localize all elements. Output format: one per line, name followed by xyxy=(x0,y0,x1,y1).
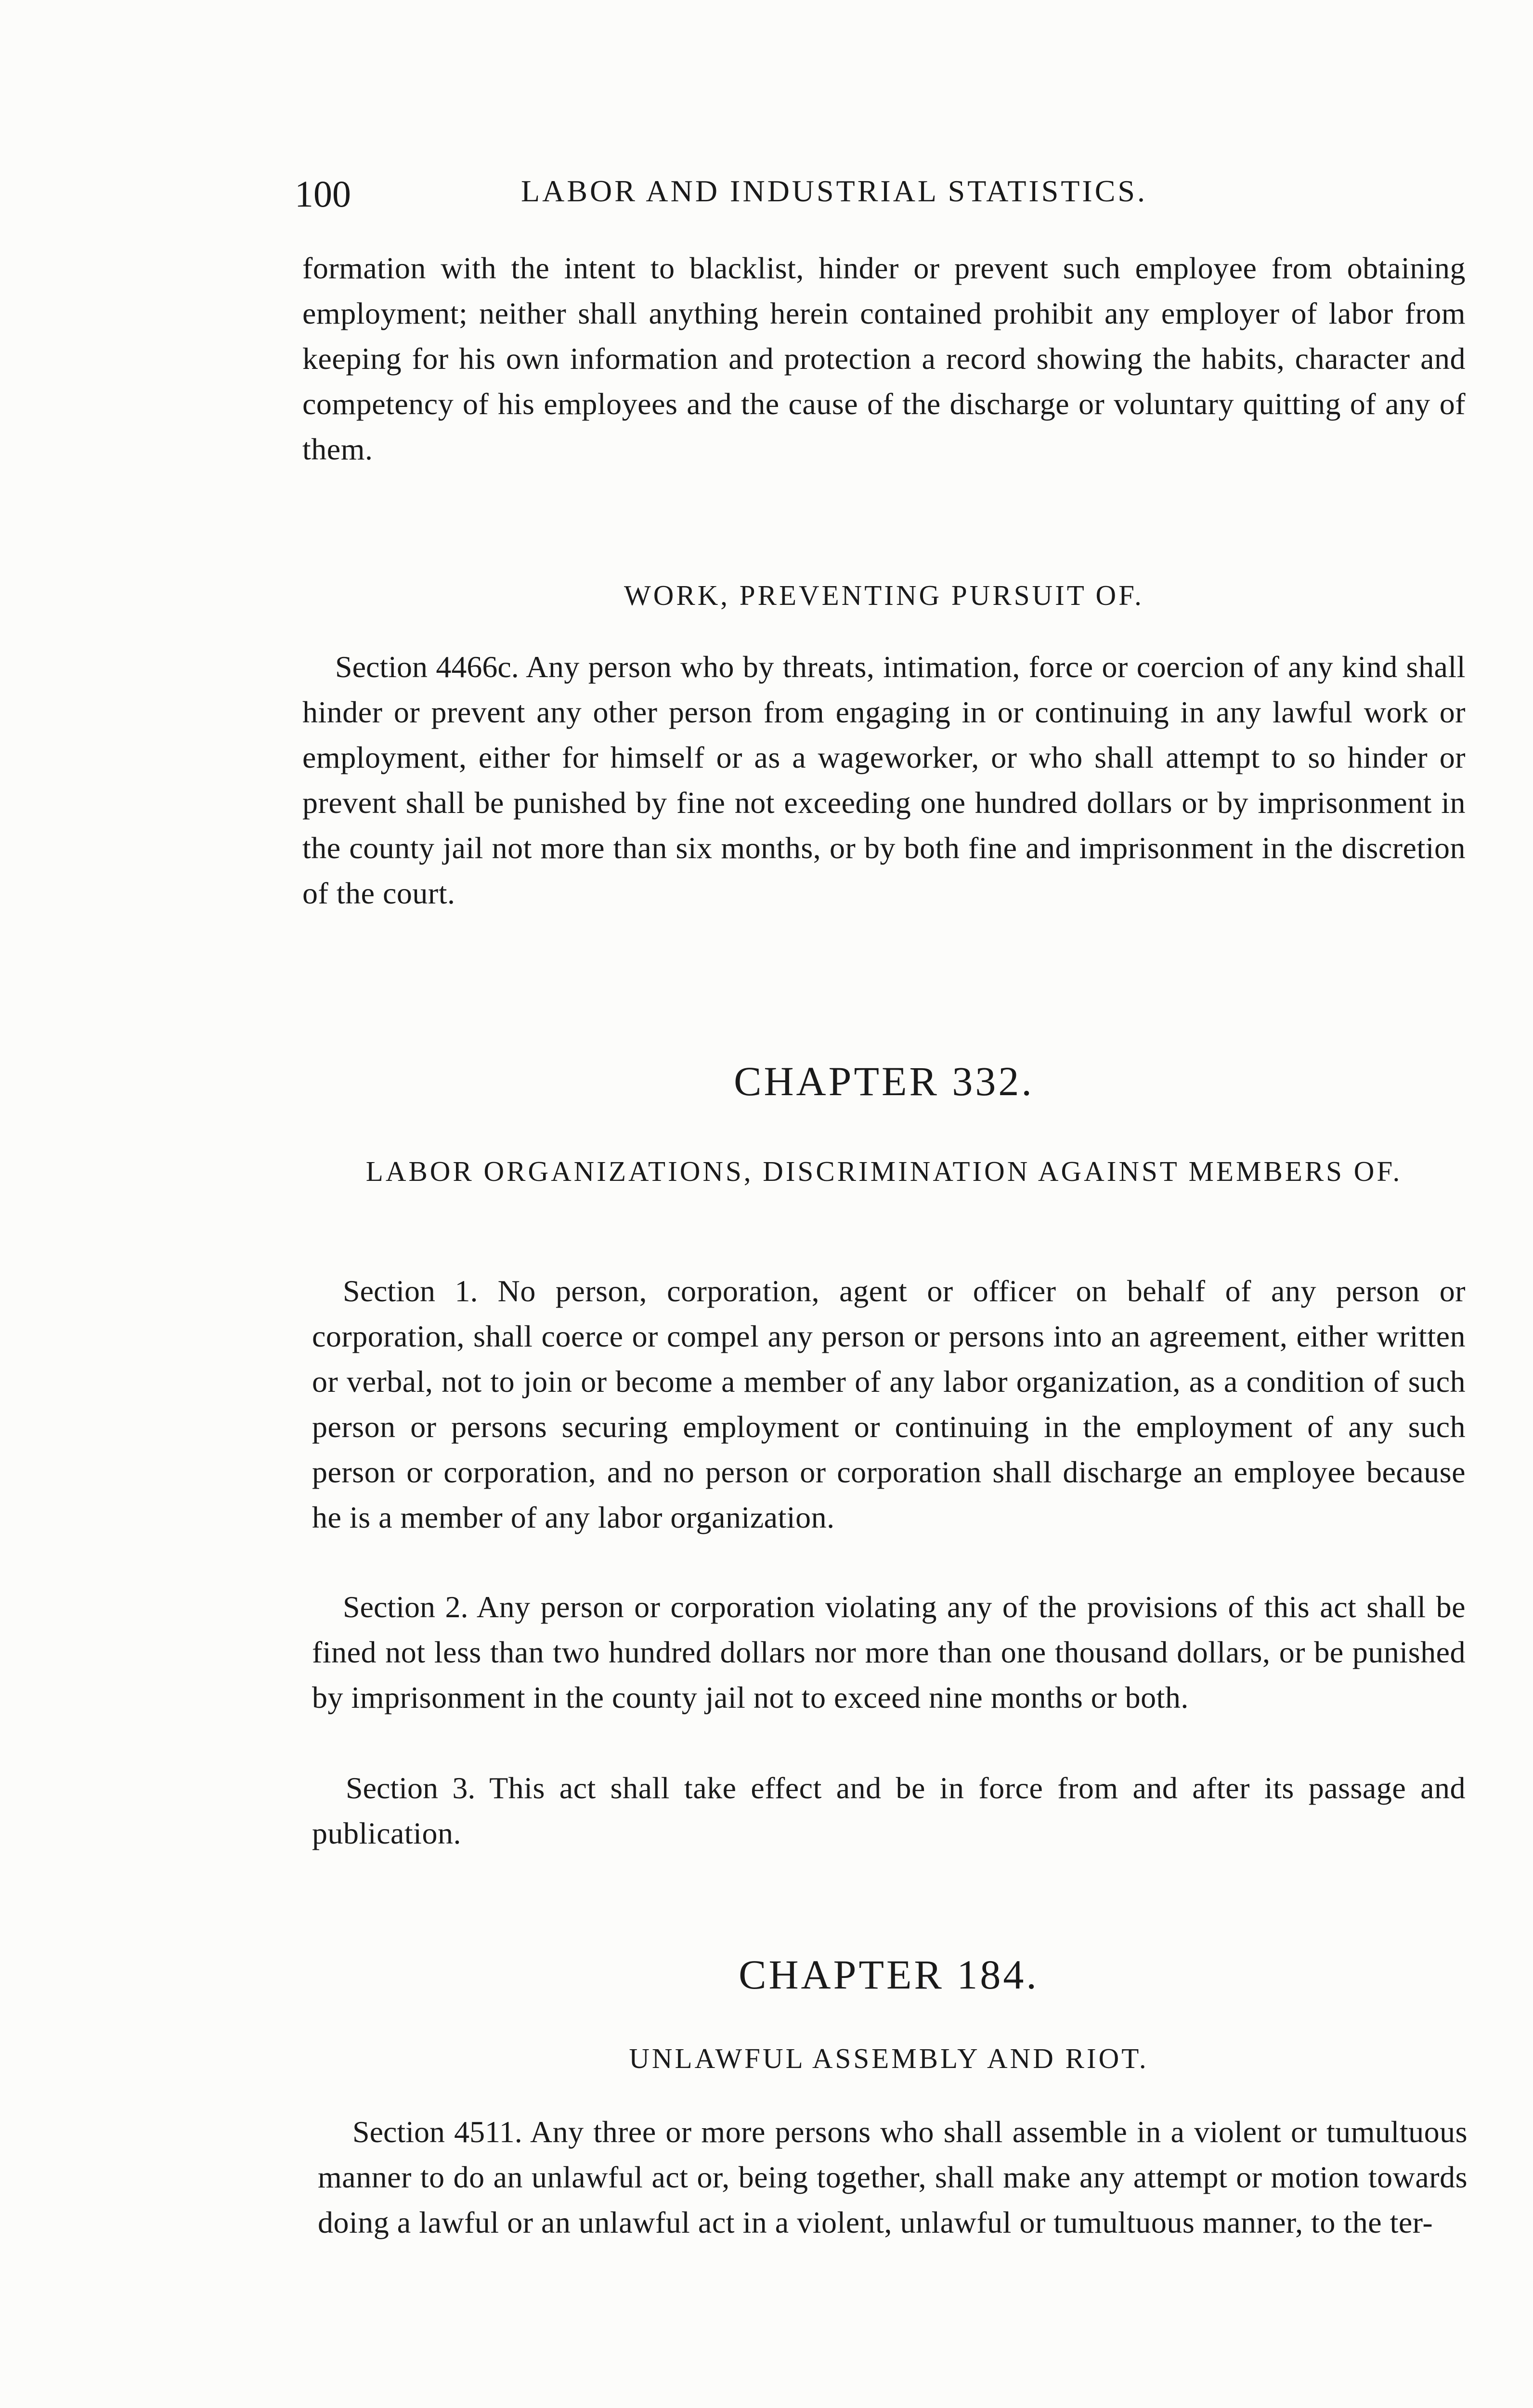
continuation-paragraph: formation with the intent to blacklist, hinder or prevent such employee from obtaining employment; neither shall anything herein contained prohibit any employer of labor from keeping for his own information and protection a record showing the habits, character and competency of his employees and the cause of the discharge or voluntary quitting of any of them. xyxy=(302,251,1466,466)
section-2-paragraph xyxy=(312,1584,1466,1720)
section-label: Section 4466c. xyxy=(335,650,519,684)
section-label: Section 1. xyxy=(343,1274,478,1308)
section-text: Any person who by threats, intimation, force or coercion of any kind shall hinder or prevent any other person from engaging in or continuing in any lawful work or employment, either for himself or as a wageworker, or who shall attempt to so hinder or prevent shall be punished by fine not exceeding one hundred dollars or by imprisonment in the county jail not more than six months, or by both fine and imprisonment in the discretion of the court. xyxy=(302,650,1466,910)
chapter-184-title: CHAPTER 184. xyxy=(739,1951,1039,1998)
section-label: Section 3. xyxy=(346,1771,476,1805)
chapter-184-heading: UNLAWFUL ASSEMBLY AND RIOT. xyxy=(629,2042,1149,2074)
section-4511-paragraph xyxy=(318,2109,1468,2245)
section-text: Any three or more persons who shall assemble in a violent or tumultuous manner to do an unlawful act or, being together, shall make any attempt or motion towards doing a lawful or an unlawful act in a violent, unlawful or tumultuous manner, to the ter- xyxy=(318,2115,1468,2239)
section-label: Section 4511. xyxy=(352,2115,522,2149)
section-1-paragraph xyxy=(312,1269,1466,1540)
running-head: LABOR AND INDUSTRIAL STATISTICS. xyxy=(521,174,1147,208)
section-text: No person, corporation, agent or officer on behalf of any person or corporation, shall coerce or compel any person or persons into an agreement, either written or verbal, not to join or become a member of any labor organization, as a condition of such person or persons securing employment or continuing in the employment of any such person or corporation, and no person or corporation shall discharge an employee because he is a member of any labor organization. xyxy=(312,1274,1466,1534)
section-3-paragraph xyxy=(312,1766,1466,1856)
section-text: Any person or corporation violating any of the provisions of this act shall be fined not less than two hundred dollars nor more than one thousand dollars, or be punished by imprisonment in the county jail not to exceed nine months or both. xyxy=(312,1590,1466,1714)
page-number: 100 xyxy=(295,173,351,215)
chapter-332-title: CHAPTER 332. xyxy=(734,1058,1034,1104)
section-label: Section 2. xyxy=(343,1590,468,1624)
chapter-332-heading: LABOR ORGANIZATIONS, DISCRIMINATION AGAINST MEMBERS OF. xyxy=(365,1155,1403,1187)
section-4466c-paragraph xyxy=(302,644,1466,916)
section-heading-work: WORK, PREVENTING PURSUIT OF. xyxy=(624,579,1144,611)
section-text: This act shall take effect and be in force from and after its passage and publication. xyxy=(312,1771,1466,1850)
page-header xyxy=(295,172,1491,225)
